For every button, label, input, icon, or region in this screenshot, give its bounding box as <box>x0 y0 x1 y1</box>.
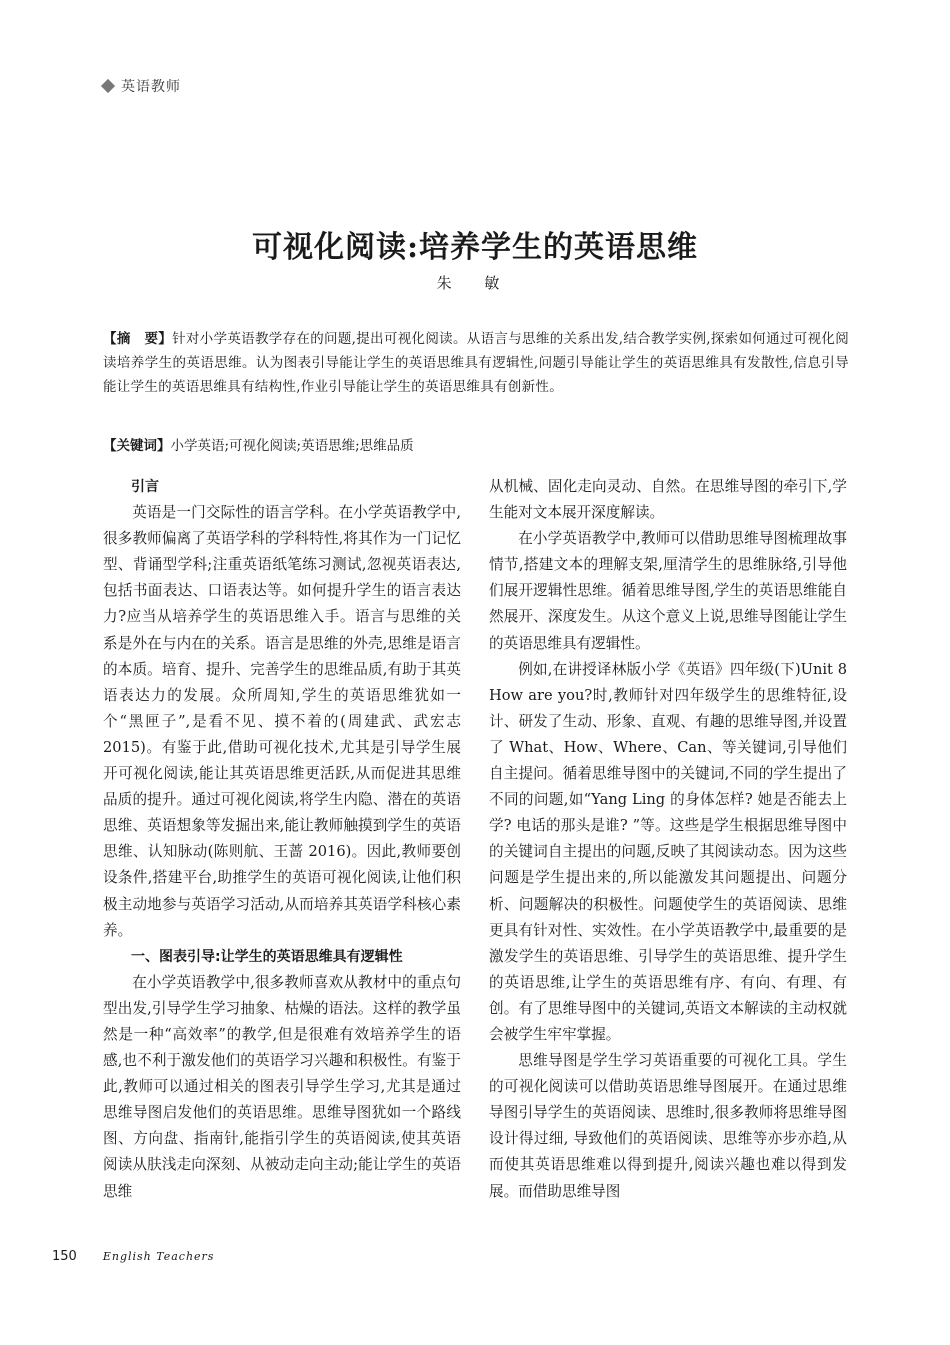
page-footer <box>52 1249 214 1264</box>
paragraph: 在小学英语教学中,很多教师喜欢从教材中的重点句型出发,引导学生学习抽象、枯燥的语法。这样的教学虽然是一种“高效率”的教学,但是很难有效培养学生的语感,也不利于激发他们的英语学习兴趣和积极性。有鉴于此,教师可以通过相关的图表引导学生学习,尤其是通过思维导图启发他们的英语思维。思维导图犹如一个路线图、方向盘、指南针,能指引学生的英语阅读,使其英语阅读从肤浅走向深刻、从被动走向主动;能让学生的英语思维 <box>103 973 461 1200</box>
running-header <box>103 76 181 96</box>
body-column-left <box>103 474 461 1205</box>
paragraph: 思维导图是学生学习英语重要的可视化工具。学生的可视化阅读可以借助英语思维导图展开。在通过思维导图引导学生的英语阅读、思维时,很多教师将思维导图设计得过细, 导致他们的英语阅读、思维等亦步亦趋,从而使其英语思维难以得到提升,阅读兴趣也难以得到发展。而借助思维导图 <box>489 1052 847 1200</box>
intro-heading: 引言 <box>131 479 159 495</box>
keywords-label: 【关键词】 <box>103 438 171 454</box>
paragraph: 例如,在讲授译林版小学《英语》四年级(下)Unit 8 How are you?时,教师针对四年级学生的思维特征,设计、研发了生动、形象、直观、有趣的思维导图,并设置了 What、How、Where、Can、等关键词,引导他们自主提问。循着思维导图中的关键词,不同的学生提出了不同的问题,如“Yang Ling 的身体怎样? 她是否能去上学? 电话的那头是谁? ”等。这些是学生根据思维导图中的关键词自主提出的问题,反映了其阅读动态。因为这些问题是学生提出来的,所以能激发其问题提出、问题分析、问题解决的积极性。问题使学生的英语阅读、思维更具有针对性、实效性。在小学英语教学中,最重要的是激发学生的英语思维、引导学生的英语思维、提升学生的英语思维,让学生的英语思维有序、有向、有理、有创。有了思维导图中的关键词,英语文本解读的主动权就会被学生牢牢掌握。 <box>489 660 847 1043</box>
journal-name: English Teachers <box>102 1250 215 1263</box>
keywords <box>103 434 849 458</box>
abstract <box>103 327 849 399</box>
abstract-text: 针对小学英语教学存在的问题,提出可视化阅读。从语言与思维的关系出发,结合教学实例,探索如何通过可视化阅读培养学生的英语思维。认为图表引导能让学生的英语思维具有逻辑性,问题引导能让学生的英语思维具有发散性,信息引导能让学生的英语思维具有结构性,作业引导能让学生的英语思维具有创新性。 <box>103 331 850 395</box>
keywords-text: 小学英语;可视化阅读;英语思维;思维品质 <box>170 438 414 454</box>
section-label: 英语教师 <box>121 79 181 95</box>
intro-paragraph: 英语是一门交际性的语言学科。在小学英语教学中,很多教师偏离了英语学科的学科特性,将其作为一门记忆型、背诵型学科;注重英语纸笔练习测试,忽视英语表达,包括书面表达、口语表达等。如何提升学生的语言表达力?应当从培养学生的英语思维入手。语言与思维的关系是外在与内在的关系。语言是思维的外壳,思维是语言的本质。培育、提升、完善学生的思维品质,有助于其英语表达力的发展。众所周知,学生的英语思维犹如一个“黑匣子”,是看不见、摸不着的(周建武、武宏志 2015)。有鉴于此,借助可视化技术,尤其是引导学生展开可视化阅读,能让其英语思维更活跃,从而促进其思维品质的提升。通过可视化阅读,将学生内隐、潜在的英语思维、英语想象等发掘出来,能让教师触摸到学生的英语思维、认知脉动(陈则航、王蔷 2016)。因此,教师要创设条件,搭建平台,助推学生的英语可视化阅读,让他们积极主动地参与英语学习活动,从而培养其英语学科核心素养。 <box>103 504 461 939</box>
diamond-icon <box>101 79 115 93</box>
section-heading-1: 一、图表引导:让学生的英语思维具有逻辑性 <box>131 948 403 965</box>
paragraph: 在小学英语教学中,教师可以借助思维导图梳理故事情节,搭建文本的理解支架,厘清学生的思维脉络,引导他们展开逻辑性思维。循着思维导图,学生的英语思维能自然展开、深度发生。从这个意义上说,思维导图能让学生的英语思维具有逻辑性。 <box>489 530 847 652</box>
body-column-right <box>489 474 847 1205</box>
abstract-label: 【摘 要】 <box>103 331 173 347</box>
paragraph-continued: 从机械、固化走向灵动、自然。在思维导图的牵引下,学生能对文本展开深度解读。 <box>489 478 847 522</box>
article-author: 朱 敏 <box>436 274 514 292</box>
page-number: 150 <box>52 1249 77 1264</box>
article-title: 可视化阅读:培养学生的英语思维 <box>251 230 699 265</box>
